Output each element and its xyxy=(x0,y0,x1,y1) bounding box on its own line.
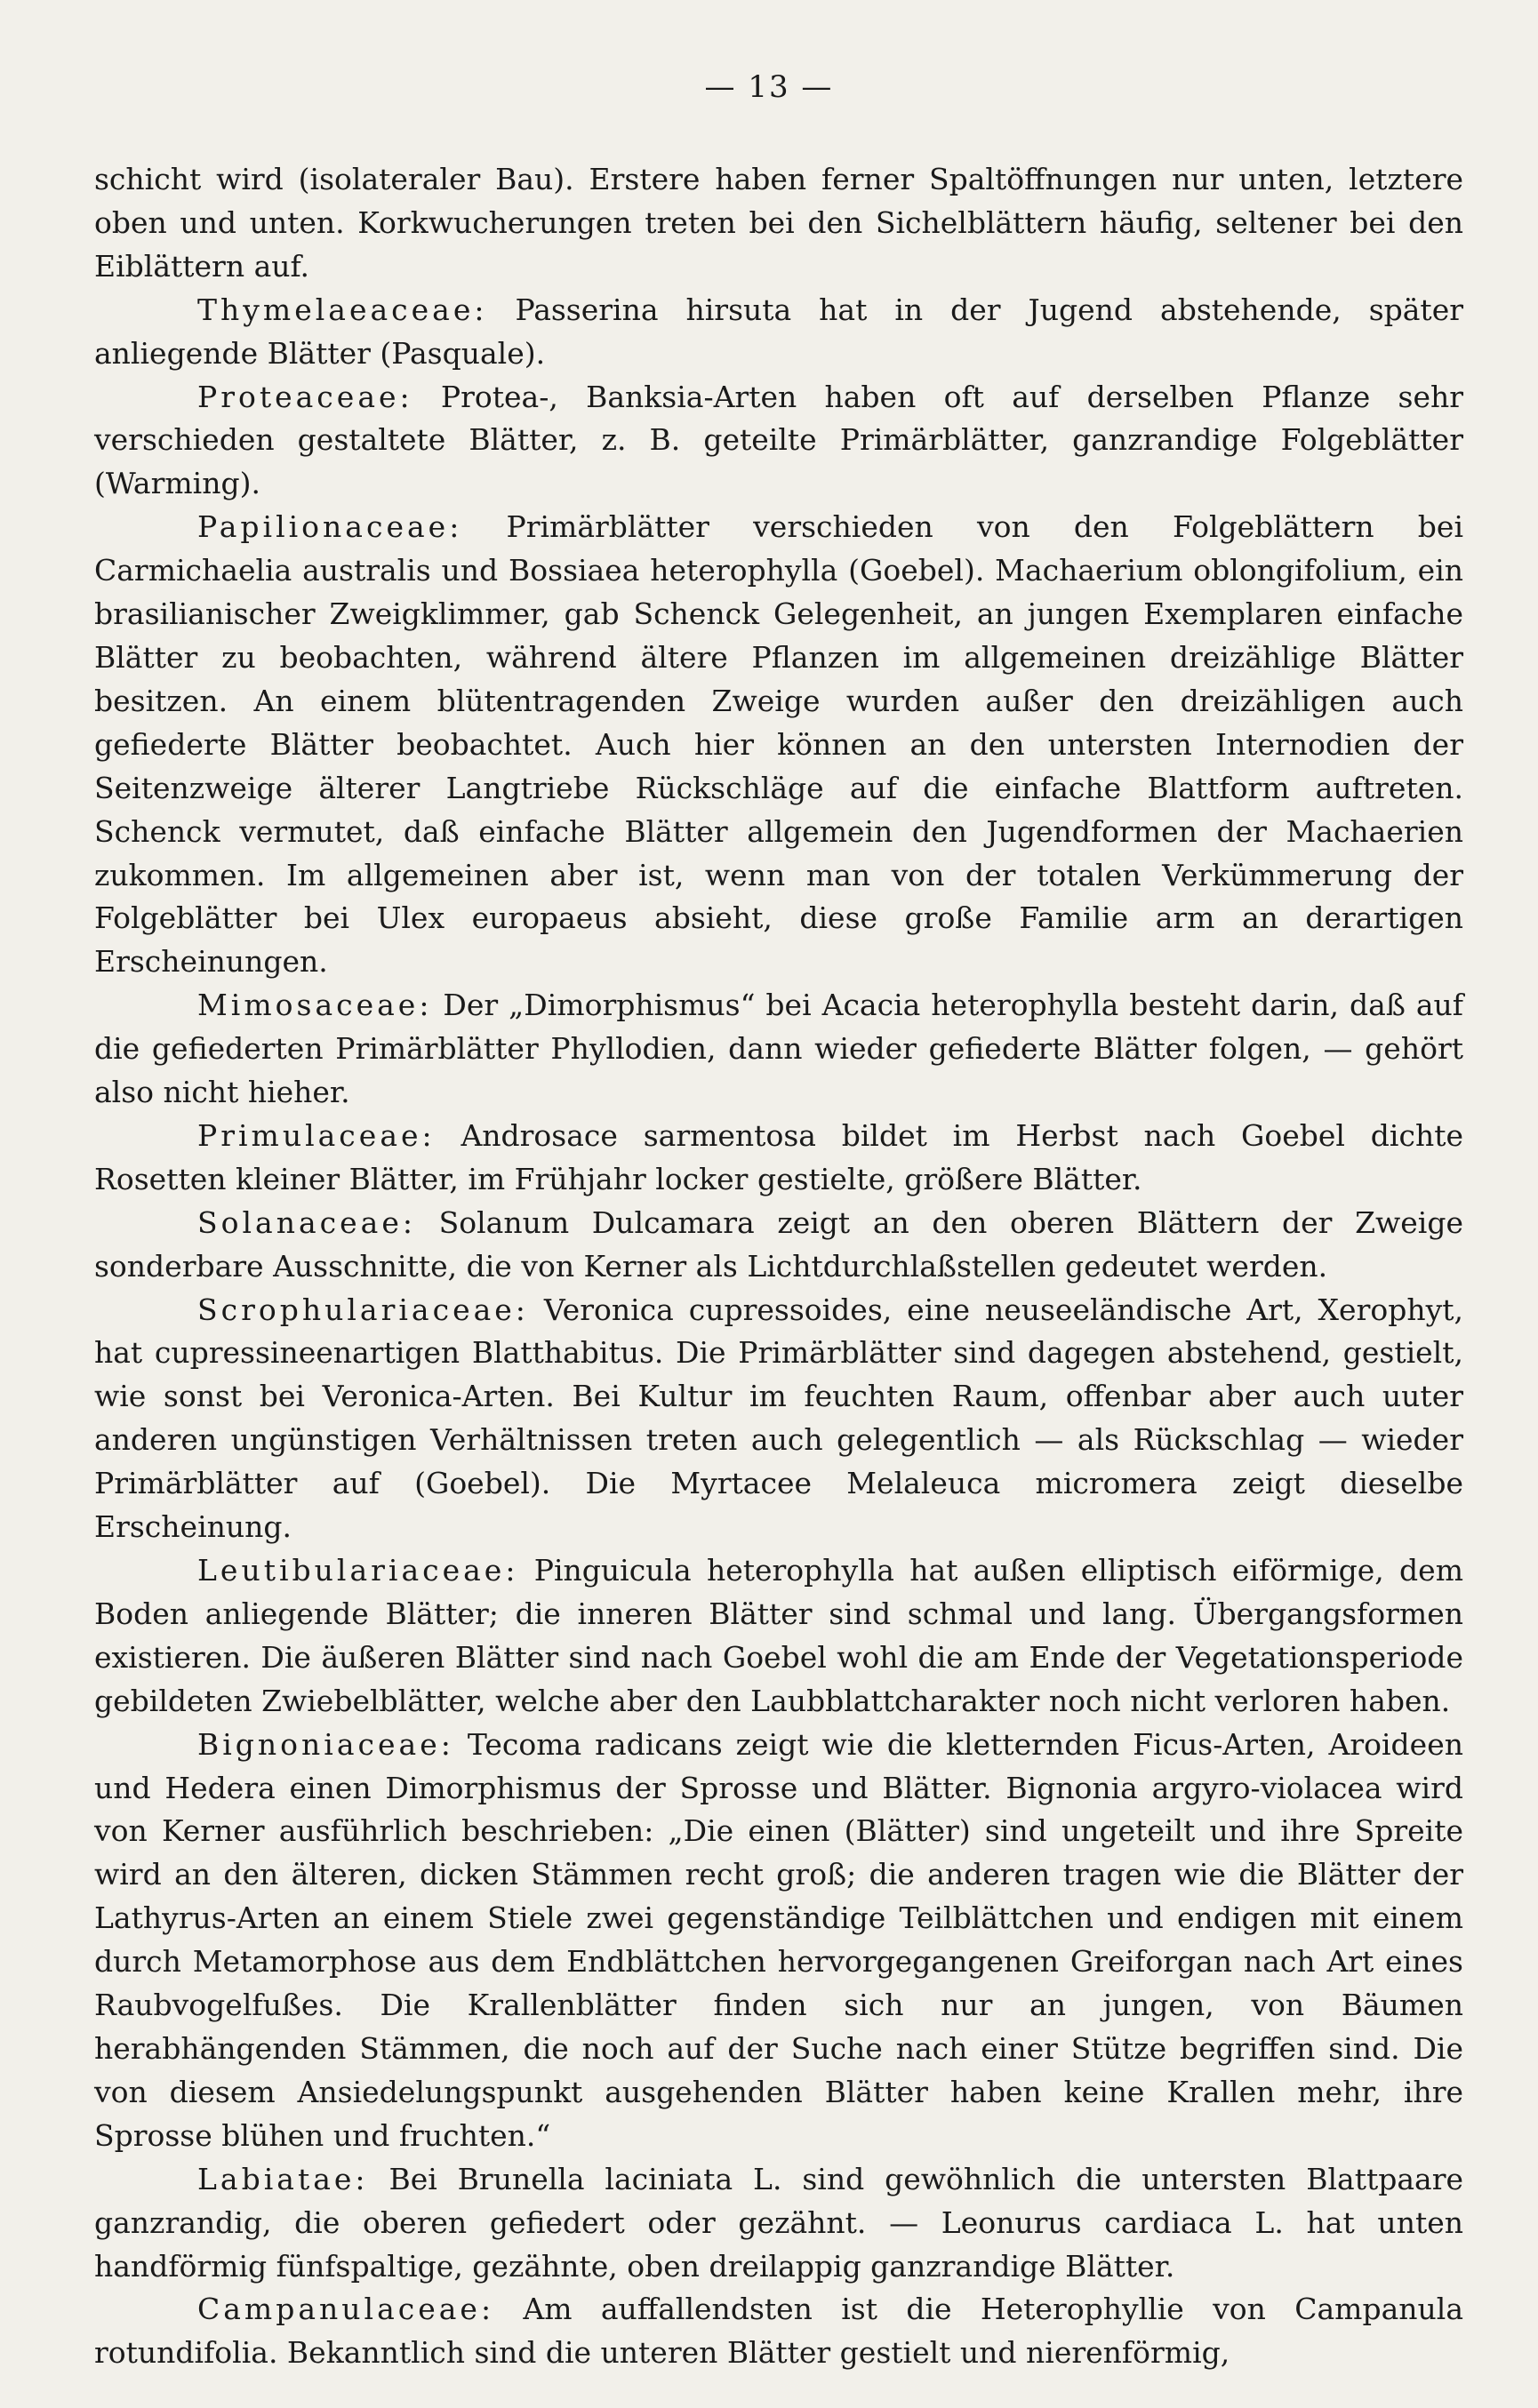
family-name: Bignoniaceae: xyxy=(197,1726,454,1762)
family-name: Solanaceae: xyxy=(197,1204,416,1240)
paragraph-mimosaceae xyxy=(94,984,1463,1115)
paragraph-scrophulariaceae xyxy=(94,1289,1463,1549)
family-name: Campanulaceae: xyxy=(197,2292,495,2327)
paragraph-campanulaceae xyxy=(94,2288,1463,2375)
paragraph-text: Am auffallendsten ist die Heterophyllie von Campanula rotundifolia. Bekanntlich sind die unteren Blätter gestielt und nierenförmig, xyxy=(94,2292,1463,2371)
body-text xyxy=(94,158,1463,2375)
paragraph-text: Bei Brunella laciniata L. sind gewöhnlich die untersten Blattpaare ganzrandig, die oberen gefiedert oder gezähnt. — Leonurus cardiaca L. hat unten handförmig fünfspaltige, gezähnte, oben dreilappig ganzrandige Blätter. xyxy=(94,2161,1463,2284)
paragraph-text: Tecoma radicans zeigt wie die kletternden Ficus-Arten, Aroideen und Hedera einen Dimorphismus der Sprosse und Blätter. Bignonia argyro-violacea wird von Kerner ausführlich beschrieben: „Die einen (Blätter) sind ungeteilt und ihre Spreite wird an den älteren, dicken Stämmen recht groß; die anderen tragen wie die Blätter der Lathyrus-Arten an einem Stiele zwei gegenständige Teilblättchen und endigen mit einem durch Metamorphose aus dem Endblättchen hervorgegangenen Greiforgan nach Art eines Raubvogelfußes. Die Krallenblätter finden sich nur an jungen, von Bäumen herabhängenden Stämmen, die noch auf der Suche nach einer Stütze begriffen sind. Die von diesem Ansiedelungspunkt ausgehenden Blätter haben keine Krallen mehr, ihre Sprosse blühen und fruchten.“ xyxy=(94,1726,1463,2153)
paragraph-proteaceae xyxy=(94,376,1463,507)
paragraph xyxy=(94,158,1463,289)
paragraph-primulaceae xyxy=(94,1115,1463,1202)
paragraph-text: Solanum Dulcamara zeigt an den oberen Blättern der Zweige sonderbare Ausschnitte, die von Kerner als Lichtdurchlaßstellen gedeutet werden. xyxy=(94,1204,1463,1284)
paragraph-solanaceae xyxy=(94,1202,1463,1289)
paragraph-thymelaeaceae xyxy=(94,289,1463,376)
paragraph-labiatae xyxy=(94,2158,1463,2289)
paragraph-text: Der „Dimorphismus“ bei Acacia heterophylla besteht darin, daß auf die gefiederten Primärblätter Phyllodien, dann wieder gefiederte Blätter folgen, — gehört also nicht hieher. xyxy=(94,988,1463,1110)
page-number: — 13 — xyxy=(704,69,834,105)
family-name: Leutibulariaceae: xyxy=(197,1553,519,1588)
paragraph-papilionaceae xyxy=(94,506,1463,984)
paragraph-text: Protea-, Banksia-Arten haben oft auf derselben Pflanze sehr verschieden gestaltete Blätter, z. B. geteilte Primärblätter, ganzrandige Folgeblätter (Warming). xyxy=(94,379,1463,501)
family-name: Papilionaceae: xyxy=(197,509,463,545)
paragraph-text: Primärblätter verschieden von den Folgeblättern bei Carmichaelia australis und Bossiaea heterophylla (Goebel). Machaerium oblongifolium, ein brasilianischer Zweigklimmer, gab Schenck Gelegenheit, an jungen Exemplaren einfache Blätter zu beobachten, während ältere Pflanzen im allgemeinen dreizählige Blätter besitzen. An einem blütentragenden Zweige wurden außer den dreizähligen auch gefiederte Blätter beobachtet. Auch hier können an den untersten Internodien der Seitenzweige älterer Langtriebe Rückschläge auf die einfache Blattform auftreten. Schenck vermutet, daß einfache Blätter allgemein den Jugendformen der Machaerien zukommen. Im allgemeinen aber ist, wenn man von der totalen Verkümmerung der Folgeblätter bei Ulex europaeus absieht, diese große Familie arm an derartigen Erscheinungen. xyxy=(94,509,1463,980)
family-name: Primulaceae: xyxy=(197,1117,436,1153)
paragraph-text: schicht wird (isolateraler Bau). Erstere haben ferner Spaltöffnungen nur unten, letztere oben und unten. Korkwucherungen treten bei den Sichelblättern häufig, seltener bei den Eiblättern auf. xyxy=(94,162,1463,284)
family-name: Labiatae: xyxy=(197,2161,369,2196)
paragraph-text: Veronica cupressoides, eine neuseeländische Art, Xerophyt, hat cupressineenartigen Blatthabitus. Die Primärblätter sind dagegen abstehend, gestielt, wie sonst bei Veronica-Arten. Bei Kultur im feuchten Raum, offenbar aber auch uuter anderen ungünstigen Verhältnissen treten auch gelegentlich — als Rückschlag — wieder Primärblätter auf (Goebel). Die Myrtacee Melaleuca micromera zeigt dieselbe Erscheinung. xyxy=(94,1292,1463,1545)
paragraph-text: Pinguicula heterophylla hat außen elliptisch eiförmige, dem Boden anliegende Blätter; die inneren Blätter sind schmal und lang. Übergangsformen existieren. Die äußeren Blätter sind nach Goebel wohl die am Ende der Vegetationsperiode gebildeten Zwiebelblätter, welche aber den Laubblattcharakter noch nicht verloren haben. xyxy=(94,1553,1463,1718)
paragraph-text: Passerina hirsuta hat in der Jugend abstehende, später anliegende Blätter (Pasquale). xyxy=(94,292,1463,371)
family-name: Proteaceae: xyxy=(197,379,413,414)
paragraph-leutibulariaceae xyxy=(94,1549,1463,1724)
family-name: Scrophulariaceae: xyxy=(197,1292,529,1327)
family-name: Mimosaceae: xyxy=(197,988,433,1023)
paragraph-text: Androsace sarmentosa bildet im Herbst nach Goebel dichte Rosetten kleiner Blätter, im Frühjahr locker gestielte, größere Blätter. xyxy=(94,1117,1463,1196)
paragraph-bignoniaceae xyxy=(94,1724,1463,2158)
family-name: Thymelaeaceae: xyxy=(197,292,488,327)
